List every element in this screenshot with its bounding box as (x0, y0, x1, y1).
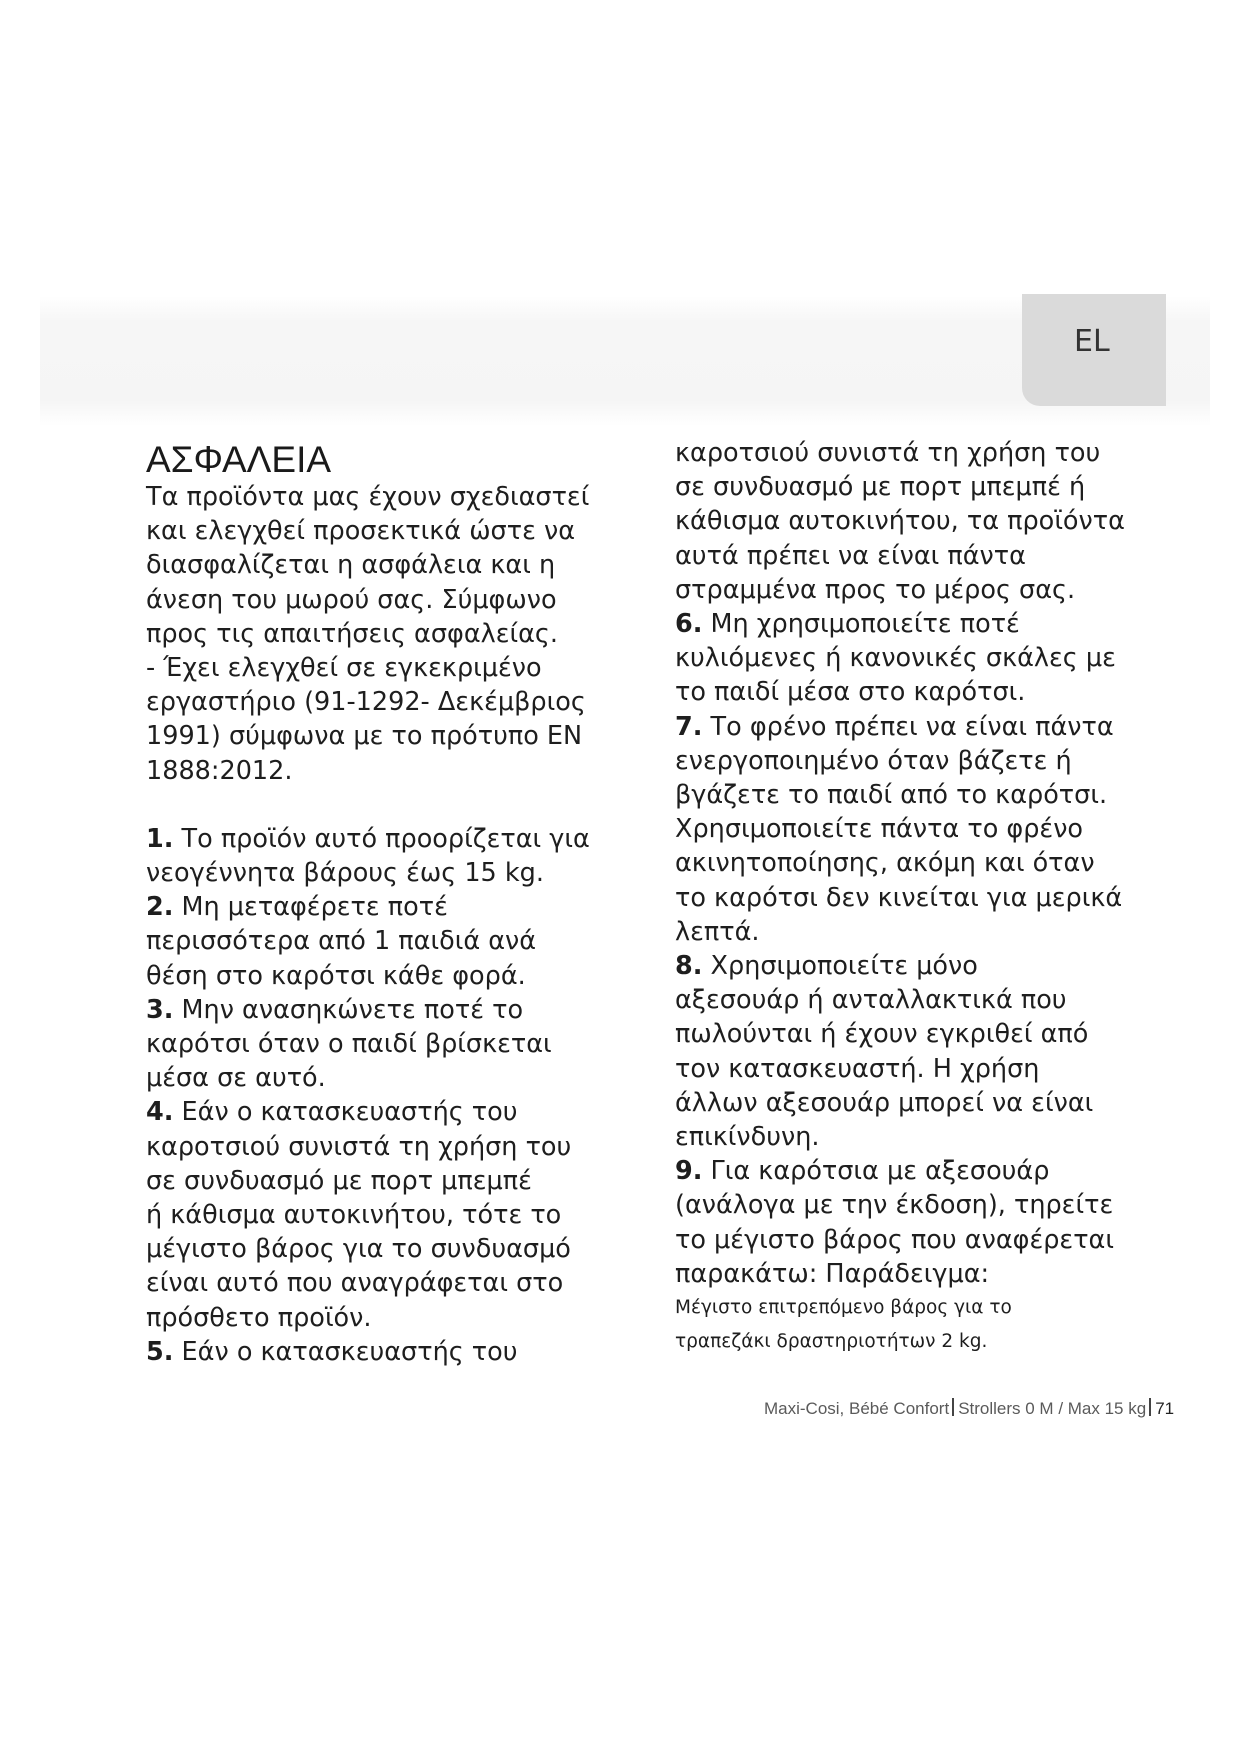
safety-item-7 (675, 710, 1175, 949)
item-number: 2. (146, 892, 174, 923)
item-number: 4. (146, 1097, 174, 1128)
right-column (675, 436, 1175, 1359)
footer-product: Strollers 0 M / Max 15 kg (958, 1399, 1147, 1418)
item-number: 7. (675, 711, 703, 742)
item-number: 8. (675, 951, 703, 982)
safety-item-4 (146, 1095, 646, 1334)
footer-brand: Maxi-Cosi, Bébé Confort (764, 1399, 950, 1418)
footer-divider (952, 1398, 954, 1416)
item-number: 1. (146, 823, 174, 854)
item-text: Μη μεταφέρετε ποτέ περισσότερα από 1 παιδιά ανά θέση στο καρότσι κάθε φορά. (146, 892, 537, 991)
item-5-continuation: καροτσιού συνιστά τη χρήση του σε συνδυασμό με πορτ μπεμπέ ή κάθισμα αυτοκινήτου, τα προϊόντα αυτά πρέπει να είναι πάντα στραμμένα προς το μέρος σας. (675, 438, 1125, 605)
item-number: 9. (675, 1156, 703, 1187)
page-number: 71 (1155, 1399, 1175, 1418)
safety-item-8 (675, 949, 1175, 1154)
item-text: Μην ανασηκώνετε ποτέ το καρότσι όταν ο παιδί βρίσκεται μέσα σε αυτό. (146, 994, 552, 1094)
item-number: 5. (146, 1336, 174, 1367)
item-text: Μη χρησιμοποιείτε ποτέ κυλιόμενες ή κανονικές σκάλες με το παιδί μέσα στο καρότσι. (675, 609, 1116, 708)
item-text: Το προϊόν αυτό προορίζεται για νεογέννητα βάρους έως 15 kg. (146, 823, 590, 889)
intro-paragraph: Τα προϊόντα μας έχουν σχεδιαστεί και ελεγχθεί προσεκτικά ώστε να διασφαλίζεται η ασφάλεια και η άνεση του μωρού σας. Σύμφωνο προς τις απαιτήσεις ασφαλείας. - Έχει ελεγχθεί σε εγκεκριμένο εργαστήριο (91-1292- Δεκέμβριος 1991) σύμφωνα με το πρότυπο EN 1888:2012. (146, 482, 590, 786)
item-text: Εάν ο κατασκευαστής του καροτσιού συνιστά τη χρήση του σε συνδυασμό με πορτ μπεμπέ ή κάθισμα αυτοκινήτου, τότε το μέγιστο βάρος για το συνδυασμό είναι αυτό που αναγράφεται στο πρόσθετο προϊόν. (146, 1097, 572, 1333)
page-footer (764, 1398, 1174, 1419)
safety-item-3 (146, 993, 646, 1096)
safety-item-1 (146, 822, 646, 890)
language-code: EL (1074, 324, 1110, 359)
item-number: 6. (675, 609, 703, 640)
safety-item-5 (146, 1335, 646, 1369)
safety-item-2 (146, 890, 646, 993)
item-text: Εάν ο κατασκευαστής του (173, 1336, 518, 1367)
example-note: Μέγιστο επιτρεπόμενο βάρος για το τραπεζάκι δραστηριοτήτων 2 kg. (675, 1297, 1012, 1353)
left-column (146, 440, 646, 1369)
item-text: Το φρένο πρέπει να είναι πάντα ενεργοποιημένο όταν βάζετε ή βγάζετε το παιδί από το καρότσι. Χρησιμοποιείτε πάντα το φρένο ακινητοποίησης, ακόμη και όταν το καρότσι δεν κινείται για μερικά λεπτά. (675, 711, 1123, 947)
item-text: Χρησιμοποιείτε μόνο αξεσουάρ ή ανταλλακτικά που πωλούνται ή έχουν εγκριθεί από τον κατασκευαστή. Η χρήση άλλων αξεσουάρ μπορεί να είναι επικίνδυνη. (675, 951, 1094, 1153)
item-number: 3. (146, 994, 174, 1025)
spacer (146, 788, 646, 822)
footer-divider (1149, 1398, 1151, 1416)
page-title: ΑΣΦΑΛΕΙΑ (146, 439, 332, 480)
safety-item-6 (675, 607, 1175, 710)
language-tab (1022, 294, 1166, 406)
item-text: Για καρότσια με αξεσουάρ (ανάλογα με την έκδοση), τηρείτε το μέγιστο βάρος που αναφέρεται παρακάτω: Παράδειγμα: (675, 1156, 1114, 1289)
safety-item-9 (675, 1154, 1175, 1291)
